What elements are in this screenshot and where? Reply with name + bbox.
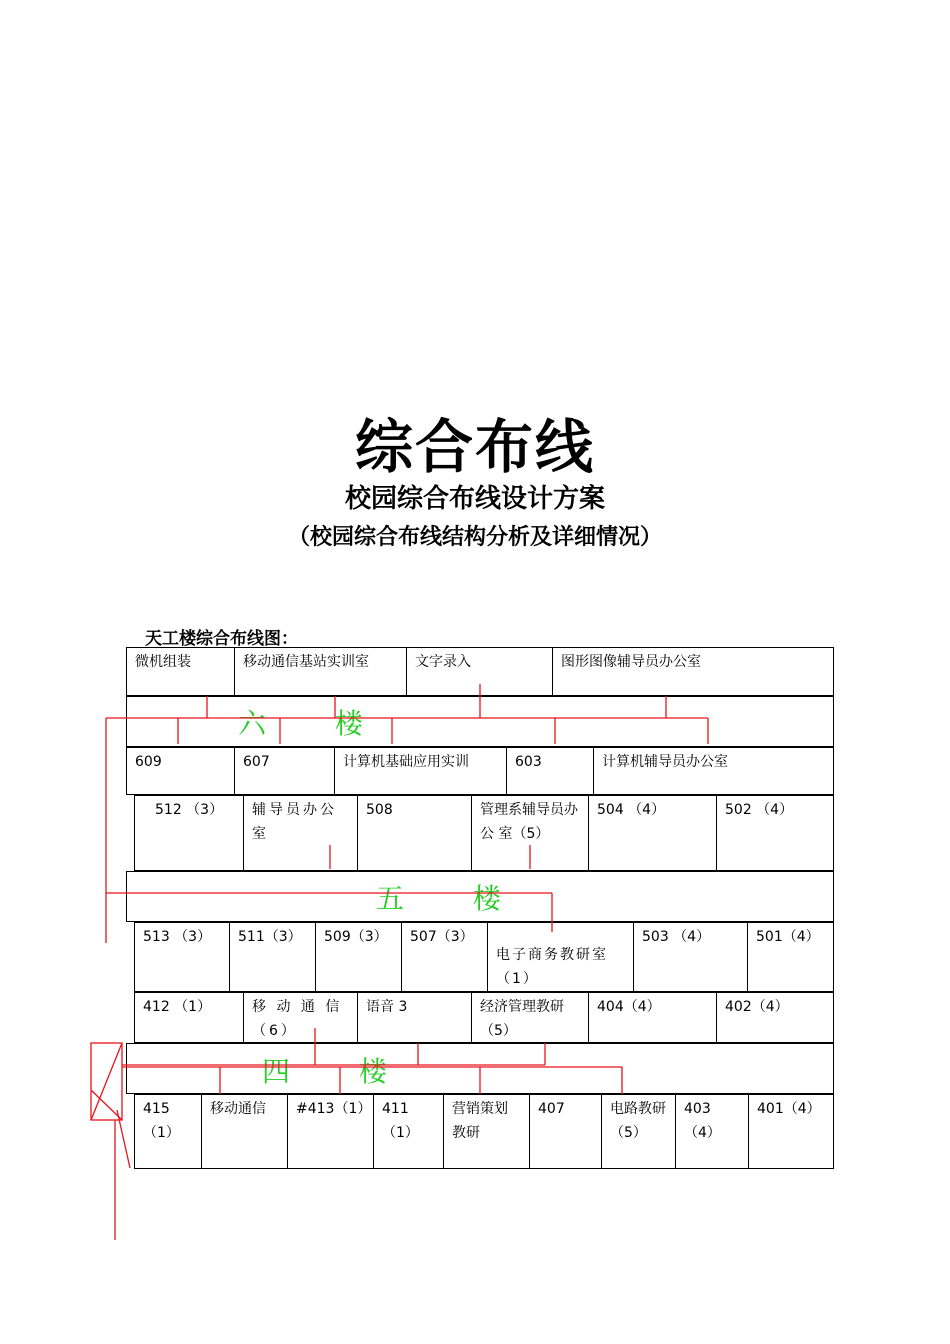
room-cell: 512 （3） bbox=[135, 796, 244, 870]
room-cell: 411（1） bbox=[374, 1095, 444, 1168]
wiring-lines bbox=[91, 684, 708, 1240]
room-cell: 营销策划教研 bbox=[444, 1095, 530, 1168]
room-cell: 603 bbox=[507, 748, 594, 794]
room-cell: 401（4） bbox=[757, 1101, 821, 1117]
room-cell: 503 （4） bbox=[634, 923, 748, 991]
room-cell: 507（3） bbox=[402, 923, 488, 991]
room-cell: 移动通信 bbox=[202, 1095, 288, 1168]
room-cell: 管理系辅导员办 公 室（5） bbox=[472, 796, 589, 870]
room-cell: 501（4） bbox=[756, 929, 820, 945]
room-cell: 移 动 通 信（6） bbox=[244, 993, 358, 1042]
room-cell: 511（3） bbox=[230, 923, 316, 991]
room-cell: 移动通信基站实训室 bbox=[235, 648, 407, 695]
room-cell: 微机组装 bbox=[127, 648, 235, 695]
room-cell: 语音 3 bbox=[358, 993, 472, 1042]
room-cell: 402（4） bbox=[725, 999, 789, 1015]
floor-label-four: 四 楼 bbox=[262, 1055, 417, 1088]
room-cell: 607 bbox=[235, 748, 335, 794]
room-cell: #413（1） bbox=[288, 1095, 374, 1168]
floor-label-six: 六 楼 bbox=[238, 707, 393, 740]
room-cell: 计算机基础应用实训 bbox=[335, 748, 507, 794]
room-cell: 509（3） bbox=[316, 923, 402, 991]
room-cell: 502 （4） bbox=[725, 802, 794, 818]
room-cell: 513 （3） bbox=[135, 923, 230, 991]
floor-label-five: 五 楼 bbox=[376, 882, 531, 915]
room-cell: 经济管理教研（5） bbox=[472, 993, 589, 1042]
room-cell: 609 bbox=[127, 748, 235, 794]
room-cell: 计算机辅导员办公室 bbox=[602, 754, 728, 770]
sub-title: 校园综合布线设计方案 bbox=[344, 484, 605, 514]
room-cell: 辅导员办公室 bbox=[244, 796, 358, 870]
diagram-caption: 天工楼综合布线图： bbox=[145, 629, 298, 649]
room-cell: 文字录入 bbox=[407, 648, 553, 695]
room-cell: 电路教研（5） bbox=[602, 1095, 676, 1168]
main-title: 综合布线 bbox=[354, 413, 595, 481]
room-cell: 图形图像辅导员办公室 bbox=[561, 654, 701, 670]
room-cell: 412 （1） bbox=[135, 993, 244, 1042]
room-cell: 504 （4） bbox=[589, 796, 717, 870]
room-cell: 415 （1） bbox=[135, 1095, 202, 1168]
room-cell: 407 bbox=[530, 1095, 602, 1168]
room-cell: 电子商务教研室（1） bbox=[488, 923, 634, 991]
parenthetical-title: （校园综合布线结构分析及详细情况） bbox=[287, 524, 662, 550]
room-cell: 404（4） bbox=[589, 993, 717, 1042]
room-cell: 508 bbox=[358, 796, 472, 870]
room-cell: 403（4） bbox=[676, 1095, 749, 1168]
